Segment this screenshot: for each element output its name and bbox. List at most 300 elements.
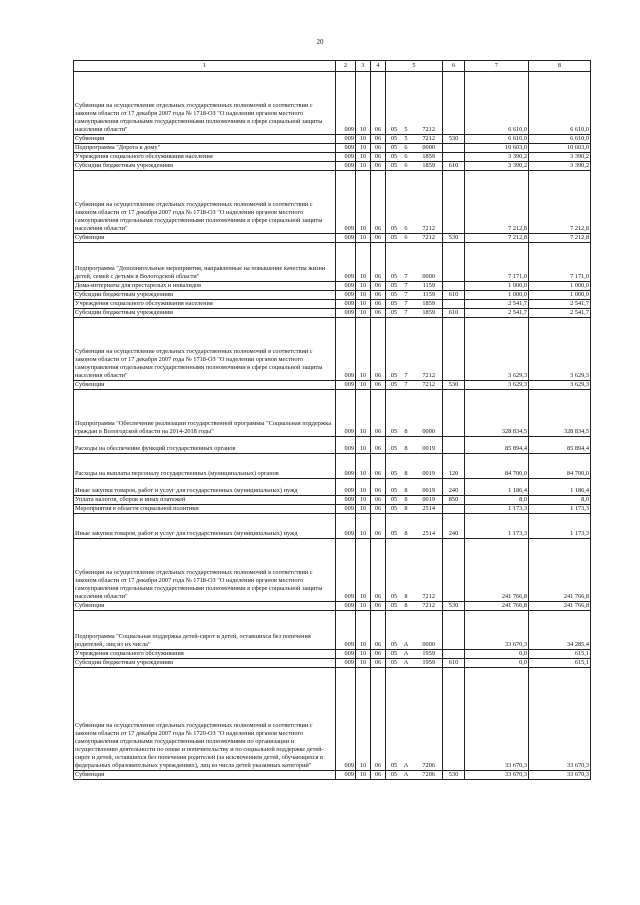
row-razdel: 10 — [356, 72, 371, 135]
target-article-subprogram: 6 — [404, 153, 408, 160]
row-target-article — [386, 162, 443, 171]
target-article-program: 05 — [390, 300, 398, 307]
row-name: Учреждения социального обслуживания — [74, 650, 336, 659]
row-sum-year-1: 84 700,0 — [465, 454, 529, 479]
target-article-subprogram: 7 — [404, 300, 408, 307]
row-sum-year-2: 328 834,5 — [529, 390, 591, 437]
row-expense-type — [443, 668, 465, 771]
row-podrazdel: 06 — [371, 381, 386, 390]
row-podrazdel: 06 — [371, 514, 386, 539]
row-sum-year-2: 3 629,3 — [529, 381, 591, 390]
table-row — [74, 234, 591, 243]
row-expense-type — [443, 144, 465, 153]
row-target-article — [386, 659, 443, 668]
target-article-code: 7206 — [422, 771, 435, 778]
target-article-code: 2514 — [422, 530, 435, 537]
row-razdel: 10 — [356, 611, 371, 650]
row-podrazdel: 06 — [371, 602, 386, 611]
target-article-code: 0000 — [422, 428, 435, 435]
target-article-program: 05 — [390, 641, 398, 648]
target-article-program: 05 — [390, 470, 398, 477]
target-article-program: 05 — [390, 291, 398, 298]
table-row — [74, 539, 591, 602]
row-sum-year-1: 8,0 — [465, 496, 529, 505]
target-article-program: 05 — [390, 234, 398, 241]
table-row — [74, 611, 591, 650]
row-razdel: 10 — [356, 514, 371, 539]
row-sum-year-2: 84 700,0 — [529, 454, 591, 479]
target-article-code: 1859 — [422, 153, 435, 160]
row-expense-type — [443, 282, 465, 291]
row-glava: 009 — [336, 514, 356, 539]
row-sum-year-1: 33 670,3 — [465, 771, 529, 780]
row-expense-type — [443, 300, 465, 309]
row-target-article — [386, 243, 443, 282]
row-razdel: 10 — [356, 771, 371, 780]
row-glava: 009 — [336, 454, 356, 479]
row-sum-year-1: 0,0 — [465, 659, 529, 668]
table-row — [74, 479, 591, 496]
row-sum-year-1: 328 834,5 — [465, 390, 529, 437]
row-sum-year-1: 1 173,3 — [465, 505, 529, 514]
target-article-program: 05 — [390, 162, 398, 169]
row-glava: 009 — [336, 309, 356, 318]
row-sum-year-2: 7 212,8 — [529, 171, 591, 234]
row-expense-type: 530 — [443, 771, 465, 780]
target-article-subprogram: 5 — [404, 135, 408, 142]
row-sum-year-2: 2 541,7 — [529, 309, 591, 318]
row-sum-year-2: 1 173,3 — [529, 514, 591, 539]
table-row — [74, 771, 591, 780]
target-article-program: 05 — [390, 282, 398, 289]
target-article-program: 05 — [390, 372, 398, 379]
target-article-code: 1959 — [422, 659, 435, 666]
row-glava: 009 — [336, 659, 356, 668]
row-expense-type — [443, 318, 465, 381]
row-sum-year-2: 33 670,3 — [529, 771, 591, 780]
row-razdel: 10 — [356, 282, 371, 291]
row-target-article — [386, 153, 443, 162]
table-body — [74, 72, 591, 780]
table-row — [74, 650, 591, 659]
target-article-subprogram: 7 — [404, 282, 408, 289]
row-name: Субвенции — [74, 771, 336, 780]
target-article-code: 0000 — [422, 273, 435, 280]
row-sum-year-2: 2 541,7 — [529, 300, 591, 309]
row-glava: 009 — [336, 479, 356, 496]
target-article-code: 0000 — [422, 641, 435, 648]
row-name: Субвенции на осуществление отдельных государственных полномочий в соответствии с законом области от 17 декабря 2007 года № 1718-ОЗ "О наделении органов местного самоуправления отдельными государственными полномочиями в сфере социальной защиты населения области" — [74, 318, 336, 381]
row-razdel: 10 — [356, 668, 371, 771]
row-sum-year-1: 33 670,3 — [465, 611, 529, 650]
row-expense-type: 530 — [443, 602, 465, 611]
target-article-code: 0000 — [422, 144, 435, 151]
row-razdel: 10 — [356, 318, 371, 381]
row-sum-year-2: 6 610,0 — [529, 135, 591, 144]
row-expense-type: 610 — [443, 659, 465, 668]
row-name: Субсидии бюджетным учреждениям — [74, 291, 336, 300]
table-row — [74, 505, 591, 514]
table-row — [74, 72, 591, 135]
table-row — [74, 602, 591, 611]
row-name: Субсидии бюджетным учреждениям — [74, 309, 336, 318]
row-razdel: 10 — [356, 234, 371, 243]
budget-table — [73, 60, 591, 780]
row-sum-year-1: 6 610,0 — [465, 135, 529, 144]
row-name: Учреждения социального обслуживания населения — [74, 300, 336, 309]
row-podrazdel: 06 — [371, 234, 386, 243]
target-article-code: 7212 — [422, 234, 435, 241]
table-row — [74, 162, 591, 171]
table-row — [74, 514, 591, 539]
target-article-code: 1859 — [422, 309, 435, 316]
row-target-article — [386, 650, 443, 659]
row-expense-type: 610 — [443, 162, 465, 171]
row-razdel: 10 — [356, 496, 371, 505]
target-article-program: 05 — [390, 771, 398, 778]
row-sum-year-2: 1 000,0 — [529, 291, 591, 300]
row-sum-year-1: 241 766,8 — [465, 539, 529, 602]
row-podrazdel: 06 — [371, 309, 386, 318]
target-article-code: 7206 — [422, 762, 435, 769]
header-col-8: 8 — [529, 61, 591, 72]
row-expense-type: 530 — [443, 135, 465, 144]
row-glava: 009 — [336, 291, 356, 300]
row-podrazdel: 06 — [371, 437, 386, 454]
row-sum-year-2: 615,1 — [529, 659, 591, 668]
row-sum-year-2: 7 212,8 — [529, 234, 591, 243]
row-sum-year-2: 6 610,0 — [529, 72, 591, 135]
row-razdel: 10 — [356, 291, 371, 300]
row-expense-type — [443, 650, 465, 659]
target-article-program: 05 — [390, 487, 398, 494]
row-podrazdel: 06 — [371, 659, 386, 668]
header-col-3: 3 — [356, 61, 371, 72]
page-number: 20 — [316, 38, 324, 46]
row-podrazdel: 06 — [371, 135, 386, 144]
row-sum-year-2: 3 390,2 — [529, 153, 591, 162]
row-expense-type: 850 — [443, 496, 465, 505]
row-sum-year-2: 33 670,3 — [529, 668, 591, 771]
row-sum-year-2: 1 186,4 — [529, 479, 591, 496]
row-razdel: 10 — [356, 171, 371, 234]
row-glava: 009 — [336, 381, 356, 390]
row-target-article — [386, 234, 443, 243]
row-name: Дома-интернаты для престарелых и инвалидов — [74, 282, 336, 291]
header-col-7: 7 — [465, 61, 529, 72]
row-sum-year-2: 1 000,0 — [529, 282, 591, 291]
target-article-code: 2514 — [422, 505, 435, 512]
row-sum-year-2: 3 390,2 — [529, 162, 591, 171]
row-razdel: 10 — [356, 479, 371, 496]
row-expense-type: 240 — [443, 479, 465, 496]
row-glava: 009 — [336, 771, 356, 780]
row-expense-type: 530 — [443, 234, 465, 243]
target-article-code: 7212 — [422, 602, 435, 609]
row-name: Подпрограмма "Социальная поддержка детей-сирот и детей, оставшихся без попечения родителей, лиц из их числа" — [74, 611, 336, 650]
row-glava: 009 — [336, 611, 356, 650]
row-razdel: 10 — [356, 243, 371, 282]
table-row — [74, 300, 591, 309]
row-expense-type — [443, 505, 465, 514]
table-row — [74, 135, 591, 144]
table-row — [74, 243, 591, 282]
row-sum-year-2: 1 173,3 — [529, 505, 591, 514]
row-razdel: 10 — [356, 437, 371, 454]
target-article-subprogram: А — [403, 659, 409, 666]
target-article-subprogram: А — [403, 641, 409, 648]
row-podrazdel: 06 — [371, 668, 386, 771]
row-sum-year-1: 3 629,3 — [465, 318, 529, 381]
row-target-article — [386, 668, 443, 771]
row-target-article — [386, 291, 443, 300]
row-razdel: 10 — [356, 309, 371, 318]
row-glava: 009 — [336, 153, 356, 162]
row-podrazdel: 06 — [371, 390, 386, 437]
table-row — [74, 668, 591, 771]
row-expense-type — [443, 539, 465, 602]
row-target-article — [386, 309, 443, 318]
table-row — [74, 291, 591, 300]
target-article-program: 05 — [390, 126, 398, 133]
row-sum-year-1: 2 541,7 — [465, 300, 529, 309]
row-name: Субвенции — [74, 135, 336, 144]
row-name: Мероприятия в области социальной политики — [74, 505, 336, 514]
table-row — [74, 381, 591, 390]
target-article-code: 1859 — [422, 162, 435, 169]
row-razdel: 10 — [356, 659, 371, 668]
row-podrazdel: 06 — [371, 282, 386, 291]
row-glava: 009 — [336, 539, 356, 602]
target-article-code: 7212 — [422, 135, 435, 142]
row-target-article — [386, 135, 443, 144]
row-name: Расходы на выплаты персоналу государственных (муниципальных) органов — [74, 454, 336, 479]
target-article-subprogram: 8 — [404, 470, 408, 477]
target-article-program: 05 — [390, 153, 398, 160]
row-expense-type — [443, 390, 465, 437]
row-sum-year-1: 6 610,0 — [465, 72, 529, 135]
row-target-article — [386, 514, 443, 539]
row-sum-year-2: 10 603,0 — [529, 144, 591, 153]
row-glava: 009 — [336, 496, 356, 505]
row-razdel: 10 — [356, 135, 371, 144]
row-glava: 009 — [336, 144, 356, 153]
row-razdel: 10 — [356, 539, 371, 602]
table-row — [74, 153, 591, 162]
row-target-article — [386, 144, 443, 153]
row-glava: 009 — [336, 668, 356, 771]
header-col-1: 1 — [74, 61, 336, 72]
target-article-program: 05 — [390, 762, 398, 769]
target-article-subprogram: 8 — [404, 496, 408, 503]
target-article-program: 05 — [390, 602, 398, 609]
target-article-subprogram: 7 — [404, 273, 408, 280]
row-sum-year-2: 8,0 — [529, 496, 591, 505]
row-sum-year-1: 1 000,0 — [465, 291, 529, 300]
target-article-code: 0019 — [422, 496, 435, 503]
header-col-5: 5 — [386, 61, 443, 72]
row-podrazdel: 06 — [371, 72, 386, 135]
target-article-subprogram: 7 — [404, 372, 408, 379]
row-razdel: 10 — [356, 454, 371, 479]
row-glava: 009 — [336, 318, 356, 381]
target-article-program: 05 — [390, 381, 398, 388]
row-sum-year-1: 3 629,3 — [465, 381, 529, 390]
target-article-subprogram: 8 — [404, 487, 408, 494]
row-sum-year-1: 10 603,0 — [465, 144, 529, 153]
row-name: Уплата налогов, сборов и иных платежей — [74, 496, 336, 505]
row-podrazdel: 06 — [371, 539, 386, 602]
row-sum-year-2: 7 171,0 — [529, 243, 591, 282]
row-podrazdel: 06 — [371, 479, 386, 496]
row-sum-year-2: 34 285,4 — [529, 611, 591, 650]
target-article-subprogram: 8 — [404, 428, 408, 435]
row-sum-year-2: 241 766,8 — [529, 602, 591, 611]
row-sum-year-2: 241 766,8 — [529, 539, 591, 602]
row-sum-year-1: 0,0 — [465, 650, 529, 659]
target-article-subprogram: 8 — [404, 602, 408, 609]
row-target-article — [386, 611, 443, 650]
row-expense-type — [443, 611, 465, 650]
row-expense-type: 240 — [443, 514, 465, 539]
target-article-program: 05 — [390, 505, 398, 512]
table-row — [74, 390, 591, 437]
row-glava: 009 — [336, 162, 356, 171]
target-article-subprogram: А — [403, 771, 409, 778]
row-target-article — [386, 300, 443, 309]
row-razdel: 10 — [356, 390, 371, 437]
header-col-4: 4 — [371, 61, 386, 72]
target-article-code: 7212 — [422, 381, 435, 388]
row-sum-year-1: 1 173,3 — [465, 514, 529, 539]
row-podrazdel: 06 — [371, 505, 386, 514]
target-article-code: 7212 — [422, 225, 435, 232]
target-article-program: 05 — [390, 135, 398, 142]
target-article-code: 7212 — [422, 593, 435, 600]
target-article-program: 05 — [390, 309, 398, 316]
row-podrazdel: 06 — [371, 171, 386, 234]
row-sum-year-1: 1 000,0 — [465, 282, 529, 291]
target-article-subprogram: 8 — [404, 445, 408, 452]
row-glava: 009 — [336, 602, 356, 611]
target-article-subprogram: 6 — [404, 234, 408, 241]
row-target-article — [386, 318, 443, 381]
row-sum-year-1: 33 670,3 — [465, 668, 529, 771]
target-article-code: 0019 — [422, 445, 435, 452]
target-article-program: 05 — [390, 428, 398, 435]
target-article-code: 7212 — [422, 372, 435, 379]
row-razdel: 10 — [356, 300, 371, 309]
row-sum-year-1: 3 390,2 — [465, 153, 529, 162]
row-target-article — [386, 390, 443, 437]
target-article-subprogram: 6 — [404, 225, 408, 232]
header-col-6: 6 — [443, 61, 465, 72]
row-glava: 009 — [336, 243, 356, 282]
table-row — [74, 144, 591, 153]
target-article-subprogram: 5 — [404, 126, 408, 133]
target-article-subprogram: 8 — [404, 505, 408, 512]
row-expense-type — [443, 437, 465, 454]
target-article-code: 7212 — [422, 126, 435, 133]
row-sum-year-1: 1 186,4 — [465, 479, 529, 496]
row-glava: 009 — [336, 171, 356, 234]
target-article-code: 1159 — [422, 291, 435, 298]
row-target-article — [386, 282, 443, 291]
row-target-article — [386, 505, 443, 514]
row-sum-year-2: 615,1 — [529, 650, 591, 659]
row-expense-type: 120 — [443, 454, 465, 479]
row-name: Иные закупки товаров, работ и услуг для государственных (муниципальных) нужд — [74, 479, 336, 496]
row-podrazdel: 06 — [371, 454, 386, 479]
row-glava: 009 — [336, 282, 356, 291]
target-article-subprogram: 7 — [404, 309, 408, 316]
row-target-article — [386, 602, 443, 611]
row-target-article — [386, 771, 443, 780]
row-name: Учреждения социального обслуживания населения — [74, 153, 336, 162]
row-sum-year-2: 3 629,3 — [529, 318, 591, 381]
row-expense-type: 610 — [443, 309, 465, 318]
target-article-code: 0019 — [422, 487, 435, 494]
row-name: Расходы на обеспечение функций государственных органов — [74, 437, 336, 454]
row-glava: 009 — [336, 505, 356, 514]
row-podrazdel: 06 — [371, 318, 386, 381]
row-name: Подпрограмма "Обеспечение реализации государственной программы "Социальная поддержка граждан в Вологодской области на 2014-2018 годы" — [74, 390, 336, 437]
row-podrazdel: 06 — [371, 153, 386, 162]
row-name: Субвенции — [74, 234, 336, 243]
row-sum-year-1: 2 541,7 — [465, 309, 529, 318]
row-glava: 009 — [336, 390, 356, 437]
row-sum-year-1: 241 766,8 — [465, 602, 529, 611]
target-article-code: 1859 — [422, 300, 435, 307]
row-target-article — [386, 454, 443, 479]
target-article-subprogram: 8 — [404, 593, 408, 600]
row-sum-year-1: 7 171,0 — [465, 243, 529, 282]
row-name: Субсидии бюджетным учреждениям — [74, 162, 336, 171]
table-row — [74, 171, 591, 234]
target-article-subprogram: А — [403, 762, 409, 769]
row-podrazdel: 06 — [371, 162, 386, 171]
row-podrazdel: 06 — [371, 771, 386, 780]
header-row — [74, 61, 591, 72]
row-razdel: 10 — [356, 153, 371, 162]
row-target-article — [386, 479, 443, 496]
row-razdel: 10 — [356, 650, 371, 659]
row-sum-year-1: 7 212,8 — [465, 234, 529, 243]
target-article-subprogram: 6 — [404, 144, 408, 151]
target-article-subprogram: 7 — [404, 381, 408, 388]
row-razdel: 10 — [356, 602, 371, 611]
row-podrazdel: 06 — [371, 300, 386, 309]
row-razdel: 10 — [356, 162, 371, 171]
row-name: Субвенции — [74, 381, 336, 390]
row-name: Субвенции на осуществление отдельных государственных полномочий в соответствии с законом области от 17 декабря 2007 года № 1718-ОЗ "О наделении органов местного самоуправления отдельными государственными полномочиями в сфере социальной защиты населения области" — [74, 539, 336, 602]
target-article-subprogram: 7 — [404, 291, 408, 298]
row-expense-type: 530 — [443, 381, 465, 390]
target-article-program: 05 — [390, 273, 398, 280]
row-glava: 009 — [336, 650, 356, 659]
row-target-article — [386, 72, 443, 135]
target-article-program: 05 — [390, 225, 398, 232]
row-name: Субвенции на осуществление отдельных государственных полномочий в соответствии с законом области от 17 декабря 2007 года № 1718-ОЗ "О наделении органов местного самоуправления отдельными государственными полномочиями в сфере социальной защиты населения области" — [74, 72, 336, 135]
row-name: Субвенции на осуществление отдельных государственных полномочий в соответствии с законом области от 17 декабря 2007 года № 1720-ОЗ "О наделении органов местного самоуправления отдельными государственными полномочиями по организации и осуществлению деятельности по опеке и попечительству и по социальной поддержке детей-сирот и детей, оставшихся без попечения родителей (за исключением детей, обучающихся в федеральных образовательных учреждениях), лиц из числа детей указанных категорий" — [74, 668, 336, 771]
row-podrazdel: 06 — [371, 611, 386, 650]
row-name: Подпрограмма "Дорога к дому" — [74, 144, 336, 153]
row-target-article — [386, 437, 443, 454]
table-row — [74, 454, 591, 479]
row-target-article — [386, 381, 443, 390]
target-article-code: 1159 — [422, 282, 435, 289]
target-article-code: 1959 — [422, 650, 435, 657]
